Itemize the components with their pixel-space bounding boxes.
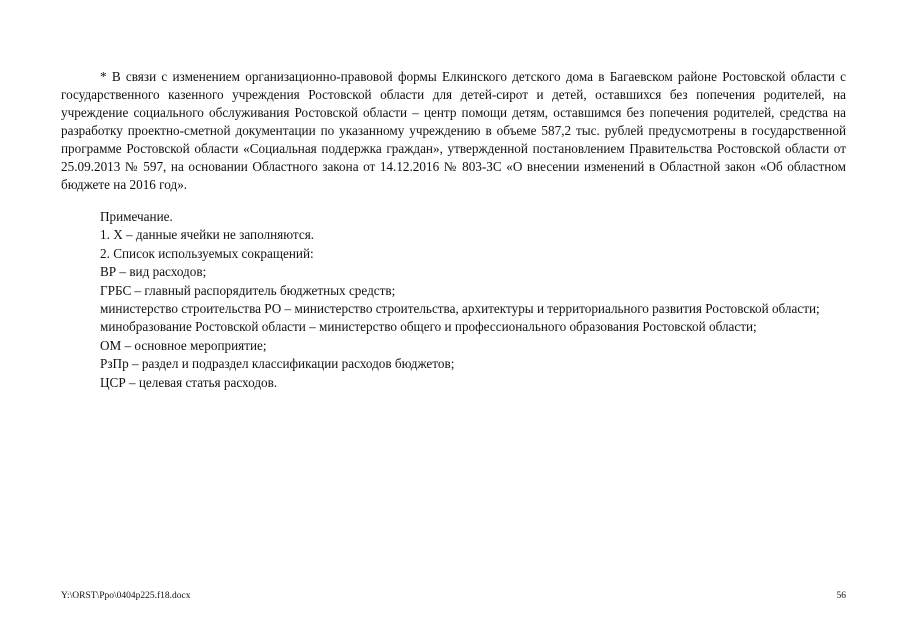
abbreviation-minobr: минобразование Ростовской области – министерство общего и профессионального образования Ростовской области; <box>100 319 757 335</box>
abbreviation-grbs: ГРБС – главный распорядитель бюджетных средств; <box>100 282 396 298</box>
abbreviation-om: ОМ – основное мероприятие; <box>100 337 267 353</box>
notes-section <box>61 208 846 392</box>
notes-item-2: 2. Список используемых сокращений: <box>100 245 314 261</box>
abbreviation-rzpr: РзПр – раздел и подраздел классификации расходов бюджетов; <box>100 356 455 372</box>
abbreviation-minstroy: министерство строительства РО – министерство строительства, архитектуры и территориального развития Ростовской области; <box>100 301 820 317</box>
page-number: 56 <box>836 591 846 601</box>
footnote-paragraph: * В связи с изменением организационно-правовой формы Елкинского детского дома в Багаевском районе Ростовской области с государственного казенного учреждения Ростовской области для детей-сирот и детей, оставшихся без попечения родителей, на учреждение социального обслуживания Ростовской области – центр помощи детям, оставшимся без попечения родителей, средства на разработку проектно-сметной документации по указанному учреждению в объеме 587,2 тыс. рублей предусмотрены в государственной программе Ростовской области «Социальная поддержка граждан», утвержденной постановлением Правительства Ростовской области от 25.09.2013 № 597, на основании Областного закона от 14.12.2016 № 803-ЗС «О внесении изменений в Областной закон «Об областном бюджете на 2016 год». <box>61 69 846 192</box>
notes-title: Примечание. <box>100 209 173 224</box>
notes-item-1: 1. Х – данные ячейки не заполняются. <box>100 227 315 243</box>
abbreviation-tsr: ЦСР – целевая статья расходов. <box>100 374 278 390</box>
abbreviation-vr: ВР – вид расходов; <box>100 264 207 280</box>
file-path: Y:\ORST\Ppo\0404p225.f18.docx <box>61 591 191 601</box>
